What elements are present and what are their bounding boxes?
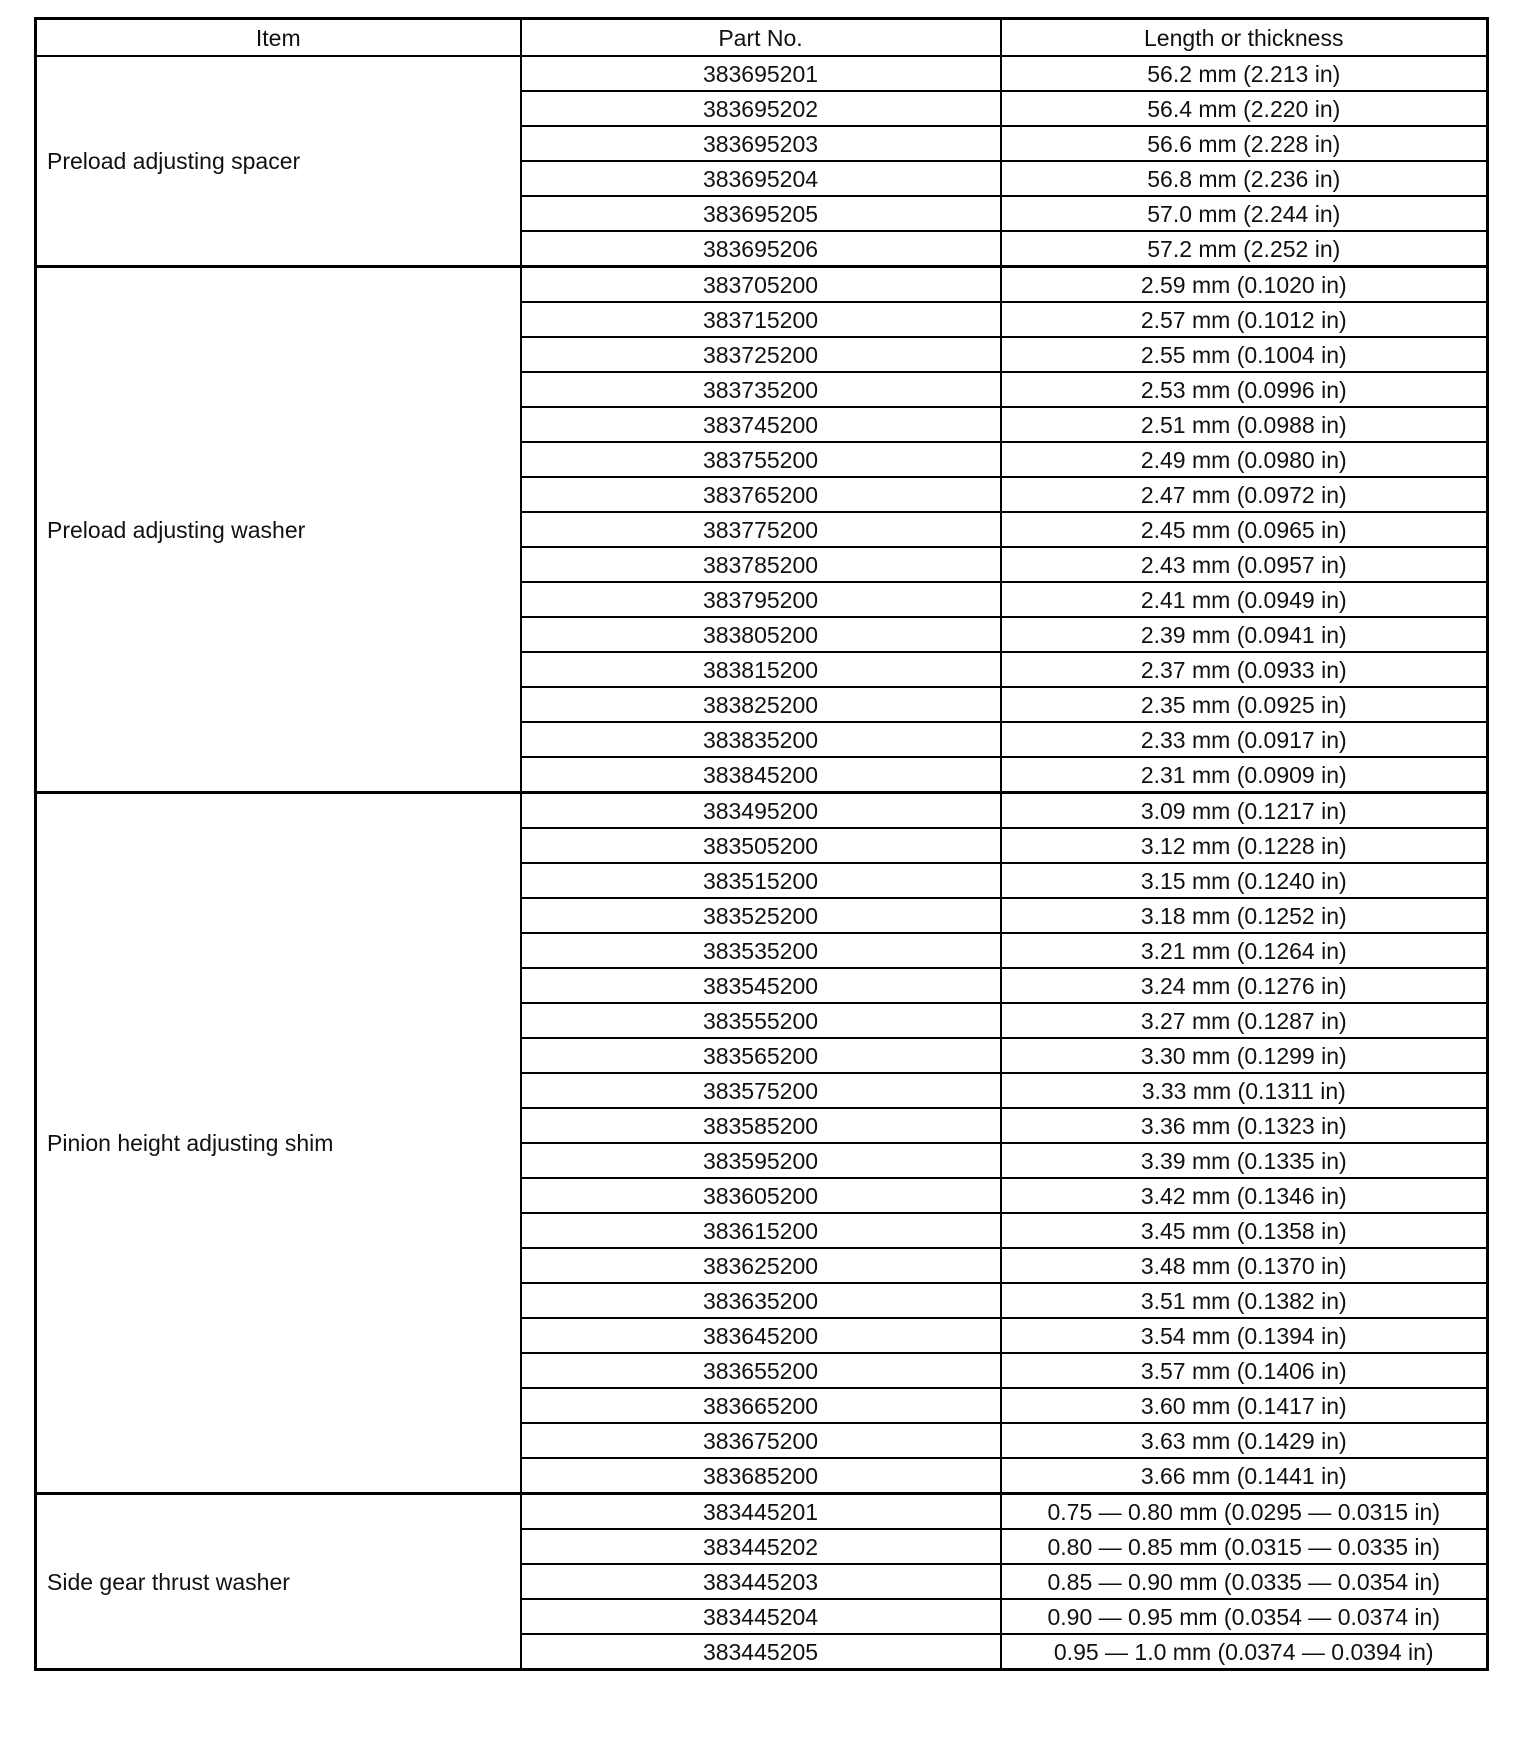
part-no-cell: 383535200: [521, 933, 1001, 968]
length-cell: 2.45 mm (0.0965 in): [1001, 512, 1488, 547]
part-no-cell: 383765200: [521, 477, 1001, 512]
part-no-cell: 383445205: [521, 1634, 1001, 1670]
length-cell: 2.49 mm (0.0980 in): [1001, 442, 1488, 477]
length-cell: 2.39 mm (0.0941 in): [1001, 617, 1488, 652]
length-cell: 3.09 mm (0.1217 in): [1001, 793, 1488, 829]
length-cell: 2.51 mm (0.0988 in): [1001, 407, 1488, 442]
table-header: [36, 19, 1488, 57]
part-no-cell: 383665200: [521, 1388, 1001, 1423]
length-cell: 3.30 mm (0.1299 in): [1001, 1038, 1488, 1073]
part-no-cell: 383675200: [521, 1423, 1001, 1458]
part-no-cell: 383635200: [521, 1283, 1001, 1318]
header-part-no: Part No.: [521, 19, 1001, 57]
part-no-cell: 383715200: [521, 302, 1001, 337]
length-cell: 3.21 mm (0.1264 in): [1001, 933, 1488, 968]
table-row: [36, 56, 1488, 91]
part-no-cell: 383445204: [521, 1599, 1001, 1634]
part-no-cell: 383775200: [521, 512, 1001, 547]
part-no-cell: 383695204: [521, 161, 1001, 196]
length-cell: 3.42 mm (0.1346 in): [1001, 1178, 1488, 1213]
length-cell: 3.15 mm (0.1240 in): [1001, 863, 1488, 898]
part-no-cell: 383585200: [521, 1108, 1001, 1143]
part-no-cell: 383745200: [521, 407, 1001, 442]
length-cell: 3.48 mm (0.1370 in): [1001, 1248, 1488, 1283]
part-no-cell: 383555200: [521, 1003, 1001, 1038]
length-cell: 3.12 mm (0.1228 in): [1001, 828, 1488, 863]
part-no-cell: 383845200: [521, 757, 1001, 793]
table-row: [36, 1494, 1488, 1530]
part-no-cell: 383515200: [521, 863, 1001, 898]
part-no-cell: 383785200: [521, 547, 1001, 582]
part-no-cell: 383615200: [521, 1213, 1001, 1248]
length-cell: 0.80 — 0.85 mm (0.0315 — 0.0335 in): [1001, 1529, 1488, 1564]
length-cell: 2.37 mm (0.0933 in): [1001, 652, 1488, 687]
length-cell: 56.4 mm (2.220 in): [1001, 91, 1488, 126]
part-no-cell: 383795200: [521, 582, 1001, 617]
length-cell: 2.59 mm (0.1020 in): [1001, 267, 1488, 303]
part-no-cell: 383805200: [521, 617, 1001, 652]
part-no-cell: 383695203: [521, 126, 1001, 161]
length-cell: 3.45 mm (0.1358 in): [1001, 1213, 1488, 1248]
part-no-cell: 383495200: [521, 793, 1001, 829]
length-cell: 3.18 mm (0.1252 in): [1001, 898, 1488, 933]
length-cell: 0.95 — 1.0 mm (0.0374 — 0.0394 in): [1001, 1634, 1488, 1670]
length-cell: 56.6 mm (2.228 in): [1001, 126, 1488, 161]
length-cell: 2.41 mm (0.0949 in): [1001, 582, 1488, 617]
length-cell: 56.8 mm (2.236 in): [1001, 161, 1488, 196]
length-cell: 3.51 mm (0.1382 in): [1001, 1283, 1488, 1318]
length-cell: 3.66 mm (0.1441 in): [1001, 1458, 1488, 1494]
length-cell: 3.24 mm (0.1276 in): [1001, 968, 1488, 1003]
item-cell-preload-adjusting-washer: Preload adjusting washer: [36, 267, 521, 793]
part-no-cell: 383755200: [521, 442, 1001, 477]
part-no-cell: 383685200: [521, 1458, 1001, 1494]
part-no-cell: 383825200: [521, 687, 1001, 722]
length-cell: 56.2 mm (2.213 in): [1001, 56, 1488, 91]
part-no-cell: 383695202: [521, 91, 1001, 126]
item-cell-preload-adjusting-spacer: Preload adjusting spacer: [36, 56, 521, 267]
length-cell: 2.57 mm (0.1012 in): [1001, 302, 1488, 337]
length-cell: 2.53 mm (0.0996 in): [1001, 372, 1488, 407]
part-no-cell: 383445201: [521, 1494, 1001, 1530]
item-cell-pinion-height-adjusting-shim: Pinion height adjusting shim: [36, 793, 521, 1494]
table-body: [36, 56, 1488, 1670]
length-cell: 2.33 mm (0.0917 in): [1001, 722, 1488, 757]
part-no-cell: 383735200: [521, 372, 1001, 407]
part-no-cell: 383595200: [521, 1143, 1001, 1178]
length-cell: 3.27 mm (0.1287 in): [1001, 1003, 1488, 1038]
length-cell: 2.35 mm (0.0925 in): [1001, 687, 1488, 722]
part-no-cell: 383695206: [521, 231, 1001, 267]
part-no-cell: 383655200: [521, 1353, 1001, 1388]
part-no-cell: 383625200: [521, 1248, 1001, 1283]
table-row: [36, 793, 1488, 829]
part-no-cell: 383565200: [521, 1038, 1001, 1073]
length-cell: 3.36 mm (0.1323 in): [1001, 1108, 1488, 1143]
part-no-cell: 383695201: [521, 56, 1001, 91]
part-no-cell: 383815200: [521, 652, 1001, 687]
length-cell: 0.75 — 0.80 mm (0.0295 — 0.0315 in): [1001, 1494, 1488, 1530]
parts-spec-sheet: [34, 17, 1486, 1671]
part-no-cell: 383705200: [521, 267, 1001, 303]
header-length: Length or thickness: [1001, 19, 1488, 57]
header-row: [36, 19, 1488, 57]
item-cell-side-gear-thrust-washer: Side gear thrust washer: [36, 1494, 521, 1670]
part-no-cell: 383445202: [521, 1529, 1001, 1564]
part-no-cell: 383575200: [521, 1073, 1001, 1108]
length-cell: 0.85 — 0.90 mm (0.0335 — 0.0354 in): [1001, 1564, 1488, 1599]
part-no-cell: 383835200: [521, 722, 1001, 757]
length-cell: 2.31 mm (0.0909 in): [1001, 757, 1488, 793]
part-no-cell: 383545200: [521, 968, 1001, 1003]
length-cell: 57.2 mm (2.252 in): [1001, 231, 1488, 267]
length-cell: 0.90 — 0.95 mm (0.0354 — 0.0374 in): [1001, 1599, 1488, 1634]
length-cell: 57.0 mm (2.244 in): [1001, 196, 1488, 231]
length-cell: 2.43 mm (0.0957 in): [1001, 547, 1488, 582]
length-cell: 3.54 mm (0.1394 in): [1001, 1318, 1488, 1353]
length-cell: 3.63 mm (0.1429 in): [1001, 1423, 1488, 1458]
length-cell: 3.57 mm (0.1406 in): [1001, 1353, 1488, 1388]
table-row: [36, 267, 1488, 303]
header-item: Item: [36, 19, 521, 57]
part-no-cell: 383645200: [521, 1318, 1001, 1353]
part-no-cell: 383695205: [521, 196, 1001, 231]
length-cell: 3.60 mm (0.1417 in): [1001, 1388, 1488, 1423]
part-no-cell: 383605200: [521, 1178, 1001, 1213]
part-no-cell: 383505200: [521, 828, 1001, 863]
length-cell: 2.47 mm (0.0972 in): [1001, 477, 1488, 512]
part-no-cell: 383445203: [521, 1564, 1001, 1599]
length-cell: 2.55 mm (0.1004 in): [1001, 337, 1488, 372]
length-cell: 3.39 mm (0.1335 in): [1001, 1143, 1488, 1178]
part-no-cell: 383725200: [521, 337, 1001, 372]
part-no-cell: 383525200: [521, 898, 1001, 933]
length-cell: 3.33 mm (0.1311 in): [1001, 1073, 1488, 1108]
parts-spec-table: [34, 17, 1489, 1671]
